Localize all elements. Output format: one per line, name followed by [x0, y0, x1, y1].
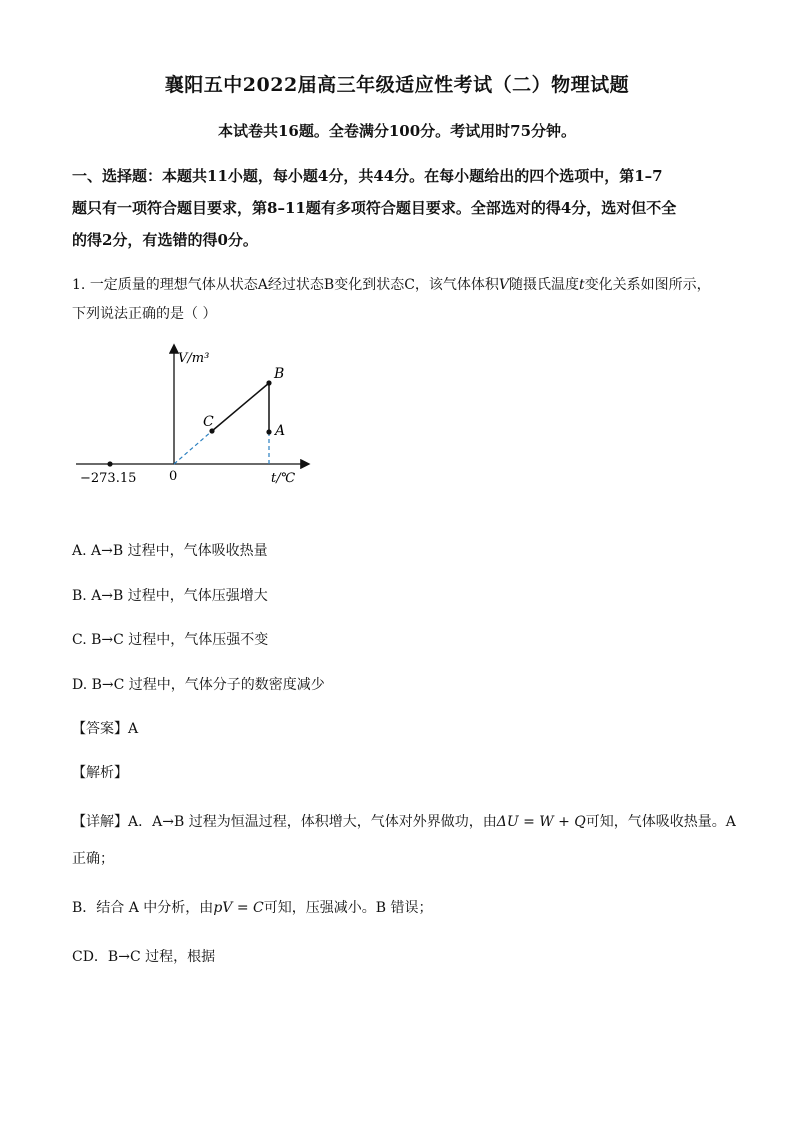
label-b: B: [274, 366, 285, 382]
option-d: D. B→C 过程中，气体分子的数密度减少: [72, 677, 325, 693]
option-a: A. A→B 过程中，气体吸收热量: [72, 543, 268, 559]
detail-b-text2: 可知，压强减小。B 错误；: [263, 900, 433, 916]
question-text-c: 变化关系如图所示，: [584, 277, 711, 293]
v-t-graph: [70, 340, 330, 500]
option-c: C. B→C 过程中，气体压强不变: [72, 632, 269, 648]
point-b: [266, 380, 271, 385]
x-axis-label: t/℃: [271, 471, 296, 486]
section-heading-line1: 一、选择题：本题共11小题，每小题4分，共44分。在每小题给出的四个选项中，第1–7: [72, 167, 663, 185]
detail-tag: 【详解】: [72, 814, 128, 830]
detail-a-line2: 正确；: [72, 851, 114, 867]
detail-a-text1: A．A→B 过程为恒温过程，体积增大，气体对外界做功，由: [128, 814, 497, 830]
point-a: [266, 429, 271, 434]
var-t: t: [579, 277, 585, 293]
bc-segment: [212, 383, 269, 431]
detail-b-text1: B．结合 A 中分析，由: [72, 900, 214, 916]
label-c: C: [203, 414, 214, 430]
extrapolation-line: [174, 431, 212, 464]
gas-law-formula: pV = C: [213, 900, 264, 916]
detail-a-text2: 可知，气体吸收热量。A: [585, 814, 736, 830]
question-number: 1.: [72, 277, 86, 293]
origin-label: 0: [169, 469, 178, 484]
label-a: A: [275, 423, 286, 439]
section-heading-line3: 的得2分，有选错的得0分。: [72, 231, 258, 249]
detail-cd-line: CD．B→C 过程，根据: [72, 949, 216, 965]
option-b: B. A→B 过程中，气体压强增大: [72, 588, 268, 604]
question-1-stem: [72, 275, 711, 295]
question-text-b: 随摄氏温度: [509, 277, 580, 293]
detail-a-line1: [72, 812, 736, 832]
page-title: 襄阳五中2022届高三年级适应性考试（二）物理试题: [164, 74, 630, 96]
question-text-a: 一定质量的理想气体从状态A经过状态B变化到状态C，该气体体积: [89, 277, 499, 293]
var-v: V: [498, 277, 510, 293]
section-heading-line2: 题只有一项符合题目要求，第8–11题有多项符合题目要求。全部选对的得4分，选对但不全: [72, 199, 677, 217]
absolute-zero-label: −273.15: [80, 471, 137, 486]
analysis-tag: 【解析】: [72, 765, 128, 781]
answer-line: [72, 718, 138, 738]
question-1-stem-line2: 下列说法正确的是（ ）: [72, 306, 217, 322]
answer-tag: 【答案】: [72, 721, 128, 737]
y-axis-label: V/m³: [178, 351, 210, 366]
exam-info: 本试卷共16题。全卷满分100分。考试用时75分钟。: [217, 122, 577, 140]
absolute-zero-point: [107, 461, 112, 466]
first-law-formula: ΔU = W + Q: [496, 814, 586, 830]
detail-b-line: [72, 898, 432, 918]
answer-value: A: [128, 721, 139, 737]
